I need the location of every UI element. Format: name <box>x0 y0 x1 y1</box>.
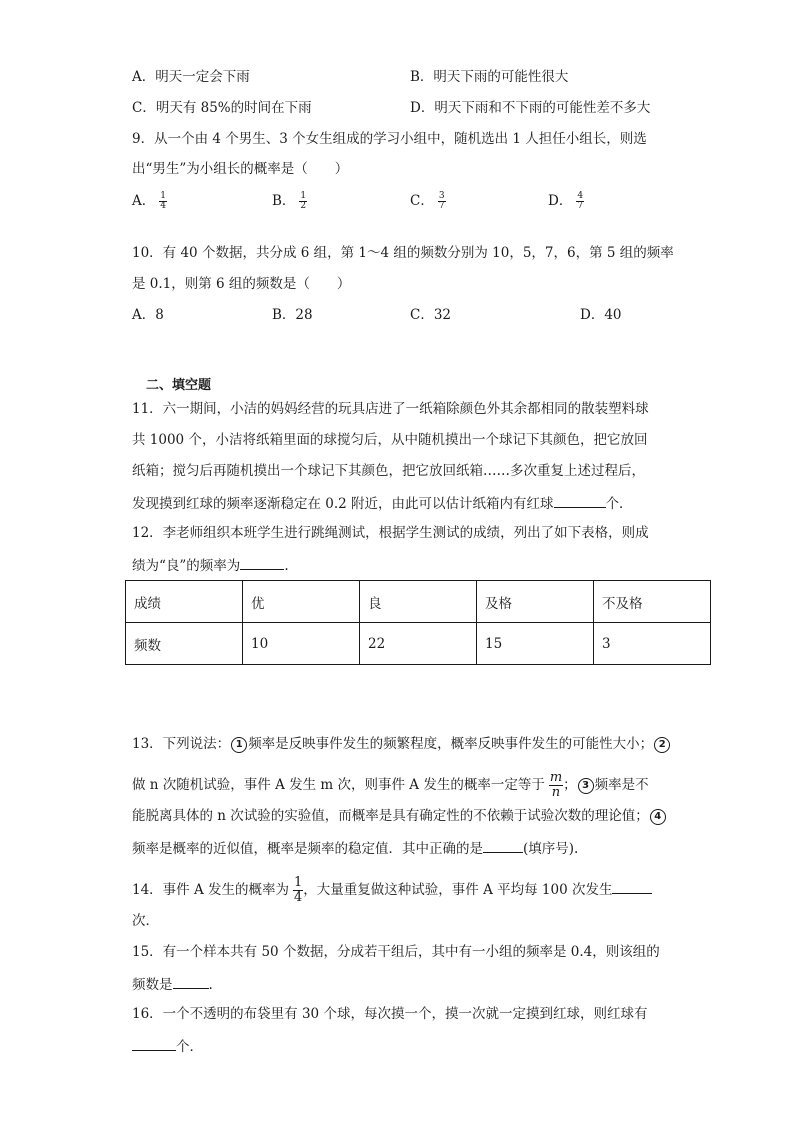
table-header-row <box>126 581 711 623</box>
q11-line2: 共 1000 个，小洁将纸箱里面的球搅匀后，从中随机摸出一个球记下其颜色，把它放回 <box>132 432 648 448</box>
q11-line3: 纸箱；搅匀后再随机摸出一个球记下其颜色，把它放回纸箱……多次重复上述过程后， <box>132 463 645 479</box>
q16-line2: 个． <box>132 1036 203 1056</box>
circled-number-1: 1 <box>231 737 247 753</box>
table-cell: 良 <box>360 581 477 623</box>
q10-stem-line2: 是 0.1，则第 6 组的频数是（ ） <box>132 276 351 292</box>
table-cell: 优 <box>243 581 360 623</box>
q11-line4: 发现摸到红球的频率逐渐稳定在 0.2 附近，由此可以估计纸箱内有红球 个． <box>132 493 633 513</box>
section-heading-fill-in: 二、填空题 <box>146 378 212 393</box>
q16-line1: 16．一个不透明的布袋里有 30 个球，每次摸一个，摸一次就一定摸到红球，则红球有 <box>132 1006 648 1022</box>
q13-line3: 能脱离具体的 n 次试验的实验值，而概率是具有确定性的不依赖于试验次数的理论值； 4 <box>132 807 667 825</box>
q8-option-b: B．明天下雨的可能性很大 <box>410 69 569 85</box>
table-row <box>126 623 711 665</box>
table-cell: 10 <box>243 623 360 665</box>
q14-answer-blank[interactable] <box>612 879 652 894</box>
q11-line1: 11．六一期间，小洁的妈妈经营的玩具店进了一纸箱除颜色外其余都相同的散装塑料球 <box>132 401 649 417</box>
q8-option-d: D．明天下雨和不下雨的可能性差不多大 <box>410 100 651 116</box>
q10-stem-line1: 10．有 40 个数据，共分成 6 组，第 1～4 组的频数分别为 10，5，7，6，第 5 组的频率 <box>132 245 674 261</box>
q13-line4: 频率是概率的近似值，概率是频率的稳定值．其中正确的是 (填序号). <box>132 838 578 858</box>
table-cell: 及格 <box>477 581 594 623</box>
table-cell: 频数 <box>126 623 243 665</box>
q12-line2: 绩为“良”的频率为 . <box>132 555 289 575</box>
q15-line1: 15．有一个样本共有 50 个数据，分成若干组后，其中有一小组的频率是 0.4，则该组的 <box>132 944 660 960</box>
fraction-one-quarter: $\frac{1}{4}$ <box>294 875 303 905</box>
table-cell: 22 <box>360 623 477 665</box>
q8-option-a: A．明天一定会下雨 <box>132 69 250 85</box>
table-cell: 3 <box>594 623 711 665</box>
q16-answer-blank[interactable] <box>132 1036 176 1051</box>
q9-option-b: B． $\frac{1}{2}$ <box>272 191 307 211</box>
q8-option-c: C．明天有 85%的时间在下雨 <box>132 100 312 116</box>
q10-option-a: A．8 <box>132 307 164 323</box>
q9-option-d: D． $\frac{4}{7}$ <box>548 191 584 211</box>
table-cell: 成绩 <box>126 581 243 623</box>
q12-line1: 12．李老师组织本班学生进行跳绳测试，根据学生测试的成绩，列出了如下表格，则成 <box>132 525 649 541</box>
table-cell: 不及格 <box>594 581 711 623</box>
q10-option-c: C．32 <box>410 307 452 323</box>
q10-option-b: B．28 <box>272 307 313 323</box>
q9-option-a: A． $\frac{1}{4}$ <box>132 191 166 211</box>
q13-line1: 13．下列说法： 1 频率是反映事件发生的频繁程度，概率反映事件发生的可能性大小； 2 <box>132 735 671 753</box>
fraction-m-over-n: $\frac{m}{n}$ <box>549 770 563 800</box>
table-cell: 15 <box>477 623 594 665</box>
q14-line2: 次． <box>132 913 159 929</box>
circled-number-4: 4 <box>650 809 666 825</box>
q14-line1: 14．事件 A 发生的概率为 $\frac{1}{4}$ ，大量重复做这种试验，事件 A 平均每 100 次发生 <box>132 876 652 905</box>
q13-answer-blank[interactable] <box>483 838 523 853</box>
circled-number-3: 3 <box>578 778 594 794</box>
q9-stem-line2: 出“男生”为小组长的概率是（ ） <box>132 161 349 177</box>
frequency-table <box>125 580 711 665</box>
q15-answer-blank[interactable] <box>173 974 209 989</box>
q9-stem-line1: 9．从一个由 4 个男生、3 个女生组成的学习小组中，随机选出 1 人担任小组长，则选 <box>132 131 647 147</box>
q10-option-d: D．40 <box>580 307 622 323</box>
circled-number-2: 2 <box>654 737 670 753</box>
q13-line2: 做 n 次随机试验，事件 A 发生 m 次，则事件 A 发生的概率一定等于 $\frac{m}{n}$ ； 3 频率是不 <box>132 770 649 800</box>
q15-line2: 频数是 . <box>132 974 213 994</box>
q11-answer-blank[interactable] <box>554 493 606 508</box>
q9-option-c: C． $\frac{3}{7}$ <box>410 191 445 211</box>
q12-answer-blank[interactable] <box>240 555 284 570</box>
